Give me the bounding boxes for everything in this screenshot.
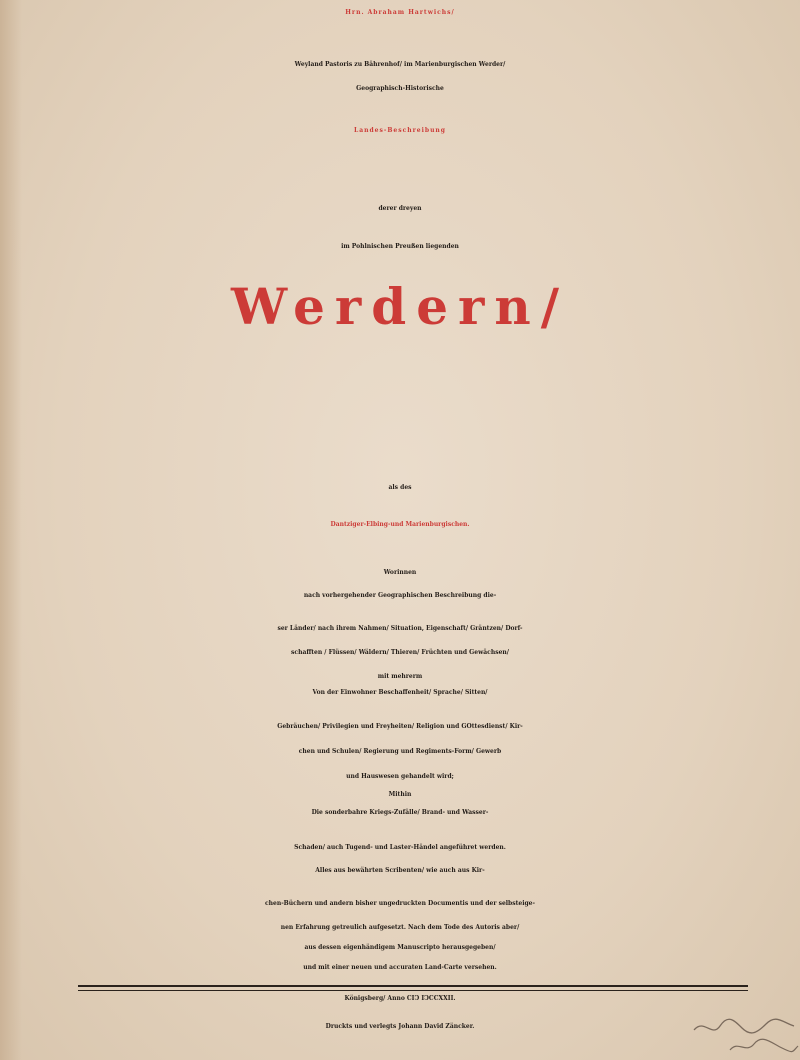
imprint-rule-thin bbox=[78, 990, 748, 991]
imprint-rule bbox=[78, 985, 748, 987]
text-line-20: Die sonderbahre Kriegs-Zufälle/ Brand- und Wasser- bbox=[311, 809, 489, 816]
text-line-13: schafften / Flüssen/ Wäldern/ Thieren/ Früchten und Gewächsen/ bbox=[291, 649, 509, 656]
author-line: Hrn. Abraham Hartwichs/ bbox=[345, 9, 455, 16]
title-line-regions: Dantziger-Elbing-und Marienburgischen. bbox=[330, 521, 470, 528]
imprint-printer: Druckts und verlegts Johann David Zäncker. bbox=[325, 1023, 475, 1030]
main-title-landes: Landes-Beschreibung bbox=[353, 127, 446, 134]
text-worinnen: Worinnen bbox=[383, 569, 417, 576]
subtitle-line: Geographisch-Historische bbox=[356, 85, 444, 92]
text-line-11: nach vorhergehender Geographischen Beschreibung die- bbox=[303, 592, 497, 599]
text-line-26: und mit einer neuen und accuraten Land-Carte versehen. bbox=[303, 964, 497, 971]
text-line-18: und Hauswesen gehandelt wird; bbox=[346, 773, 454, 780]
text-line-15: Von der Einwohner Beschaffenheit/ Sprache/ Sitten/ bbox=[312, 689, 488, 696]
text-line-17: chen und Schulen/ Regierung und Regiments-Form/ Gewerb bbox=[298, 748, 502, 755]
imprint-place-date: Königsberg/ Anno CIↃ IↃCCXXII. bbox=[344, 995, 456, 1002]
text-line-25: aus dessen eigenhändigem Manuscripto herausgegeben/ bbox=[304, 944, 496, 951]
title-line-preussen: im Pohlnischen Preußen liegenden bbox=[341, 243, 459, 250]
text-line-21: Schaden/ auch Tugend- und Laster-Händel angeführet werden. bbox=[294, 844, 506, 851]
handwritten-signature-icon bbox=[690, 1008, 800, 1058]
text-line-24: nen Erfahrung getreulich aufgesetzt. Nach dem Tode des Autoris aber/ bbox=[280, 924, 520, 931]
text-mit-mehrerm: mit mehrerm bbox=[377, 673, 423, 680]
text-mithin: Mithin bbox=[388, 791, 412, 798]
text-line-23: chen-Büchern und andern bisher ungedruckten Documentis und der selbsteige- bbox=[265, 900, 535, 907]
text-line-22: Alles aus bewährten Scribenten/ wie auch aus Kir- bbox=[315, 867, 485, 874]
main-title-werdern: Werdern/ bbox=[231, 277, 569, 336]
text-line-16: Gebräuchen/ Privilegien und Freyheiten/ Religion und GOttesdienst/ Kir- bbox=[277, 723, 523, 730]
author-title-line: Weyland Pastoris zu Bährenhof/ im Marienburgischen Werder/ bbox=[294, 61, 506, 68]
title-line-als-des: als des bbox=[388, 484, 412, 491]
title-line-derer: derer dreyen bbox=[378, 205, 422, 212]
text-line-12: ser Länder/ nach ihrem Nahmen/ Situation, Eigenschaft/ Gräntzen/ Dorf- bbox=[277, 625, 523, 632]
